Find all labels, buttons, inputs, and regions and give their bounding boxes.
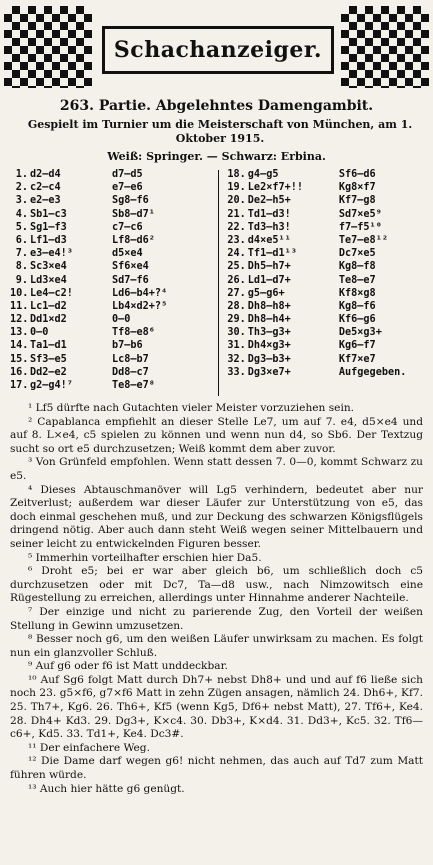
move-number: 20.: [227, 195, 246, 207]
move-row: [10, 208, 212, 221]
players-line: Weiß: Springer. — Schwarz: Erbina.: [107, 150, 326, 163]
move-number: 24.: [227, 248, 246, 260]
move-number: 14.: [10, 340, 29, 352]
move-number: 2.: [15, 182, 28, 194]
move-row: [226, 247, 428, 260]
white-move: g2—g4!⁷: [30, 380, 73, 391]
move-row: [226, 208, 428, 221]
annotation-note: ⁹ Auf g6 oder f6 ist Matt unddeckbar.: [28, 660, 228, 673]
white-move: Le2×f7+!!: [247, 182, 303, 194]
move-row: [226, 181, 428, 194]
move-row: [10, 353, 212, 366]
column-divider: [218, 170, 219, 396]
header: [0, 0, 433, 92]
annotation-note: ⁸ Besser noch g6, um den weißen Läufer unwirksam zu machen. Es folgt nun ein glanzvoller Schluß.: [10, 633, 423, 659]
move-row: [226, 234, 428, 247]
black-move: De5×g3+: [338, 327, 382, 339]
moves-column-right: [226, 168, 428, 379]
annotation-note: ² Capablanca empfiehlt an dieser Stelle Le7, um auf 7. e4, d5×e4 und auf 8. L×e4, c5 spielen zu können und wenn nun d4, so Sb6. Der Textzug sucht so ort e5 durchzusetzen; Weiß kommt dem aber zuvor.: [10, 415, 423, 455]
white-move: Lf1—d3: [30, 234, 67, 246]
move-row: [10, 366, 212, 379]
move-number: 16.: [10, 366, 29, 378]
black-move: Lf8—d6²: [112, 234, 155, 246]
black-move: d5×e4: [112, 248, 143, 260]
move-number: 15.: [10, 353, 29, 365]
white-move: Dd1×d2: [30, 314, 67, 326]
move-number: 30.: [227, 327, 246, 339]
white-move: Sf3—e5: [30, 353, 67, 365]
white-move: Ta1—d1: [30, 340, 67, 352]
black-move: d7—d5: [112, 169, 143, 180]
black-move: Ld6—b4+?⁴: [112, 287, 168, 299]
white-move: Dh4×g3+: [247, 340, 291, 352]
move-number: 31.: [227, 340, 246, 352]
page-title: Schachanzeiger.: [113, 37, 323, 63]
move-row: [226, 326, 428, 339]
white-move: g5—g6+: [247, 287, 285, 299]
annotation-note: ¹¹ Der einfachere Weg.: [28, 741, 150, 754]
move-number: 8.: [15, 261, 28, 273]
black-move: Te8—e7: [338, 274, 376, 286]
move-row: [226, 260, 428, 273]
move-number: 1.: [15, 169, 28, 180]
move-row: [226, 353, 428, 366]
black-move: e7—e6: [112, 182, 143, 194]
black-move: Lb4×d2+?⁵: [112, 300, 168, 312]
white-move: Sc3×e4: [30, 261, 67, 273]
game-subtitle: Gespielt im Turnier um die Meisterschaft von München, am 1. Oktober 1915.: [27, 118, 413, 145]
move-row: [226, 300, 428, 313]
black-move: Te7—e8¹²: [338, 234, 388, 246]
white-move: g4—g5: [247, 169, 279, 180]
annotation-note: ⁴ Dieses Abtauschmanöver will Lg5 verhindern, bedeutet aber nur Zeitverlust; außerdem war dieser Läufer zur Unterstützung von e5, das doch einmal geschehen muß, und zur Deckung des schwarzen Königsflügels dringend nötig. Aber auch dann steht Weiß wegen seiner Mittelbauern und seiner leicht zu entwickelnden Figuren besser.: [10, 483, 423, 550]
black-move: Kg8—f8: [338, 261, 376, 273]
checkerboard-ornament-left: [4, 6, 92, 88]
white-move: Sb1—c3: [30, 208, 67, 220]
move-row: [10, 260, 212, 273]
white-move: Dg3×e7+: [247, 366, 291, 378]
move-number: 11.: [10, 300, 29, 312]
move-number: 22.: [227, 221, 246, 233]
black-move: Sf6×e4: [112, 261, 149, 273]
title-box: [102, 26, 334, 74]
move-row: [10, 274, 212, 287]
black-move: Sd7—f6: [112, 274, 149, 286]
move-number: 32.: [227, 353, 246, 365]
white-move: Dh8—h4+: [247, 314, 291, 326]
move-number: 6.: [15, 234, 28, 246]
black-move: b7—b6: [112, 340, 143, 352]
black-move: Kf7×e7: [338, 353, 376, 365]
white-move: Dd2—e2: [30, 366, 67, 378]
white-move: 0—0: [30, 327, 49, 339]
move-row: [10, 168, 212, 181]
white-move: Dh5—h7+: [247, 261, 291, 273]
white-move: Tf1—d1¹³: [247, 248, 297, 260]
white-move: Td1—d3!: [247, 208, 291, 220]
move-row: [10, 221, 212, 234]
black-move: Kg8×f7: [338, 182, 376, 194]
move-row: [226, 221, 428, 234]
move-row: [10, 339, 212, 352]
annotation-note: ¹⁰ Auf Sg6 folgt Matt durch Dh7+ nebst Dh8+ und und auf f6 ließe sich noch 23. g5×f6, g7×f6 Matt in zehn Zügen ansagen, nämlich 24. Dh6+, Kf7. 25. Th7+, Kg6. 26. Th6+, Kf5 (wenn Kg5, Df6+ nebst Matt), 27. Tf6+, Ke4. 28. Dh4+ Kd3. 29. Dg3+, K×c4. 30. Db3+, K×d4. 31. Dd3+, Kc5. 32. Tf6—c6+, Kd5. 33. Td1+, Ke4. Dc3#.: [10, 673, 423, 741]
checkerboard-ornament-right: [341, 6, 429, 88]
move-number: 13.: [10, 327, 29, 339]
move-number: 17.: [10, 380, 29, 391]
black-move: Lc8—b7: [112, 353, 149, 365]
black-move: Dd8—c7: [112, 366, 149, 378]
white-move: Dg3—b3+: [247, 353, 291, 365]
annotation-note: ⁶ Droht e5; bei er war aber gleich b6, um schließlich doch c5 durchzusetzen oder mit Dc7, Ta—d8 usw., nach Nimzowitsch eine Rügestellung zu erreichen, allerdings unter Hinnahme anderer Nachteile.: [10, 565, 423, 605]
move-row: [226, 194, 428, 207]
black-move: Tf8—e8⁶: [112, 327, 155, 339]
annotation-note: ¹³ Auch hier hätte g6 genügt.: [28, 782, 185, 795]
white-move: Dh8—h8+: [247, 300, 291, 312]
move-row: [10, 313, 212, 326]
white-move: Td3—h3!: [247, 221, 291, 233]
move-number: 26.: [227, 274, 246, 286]
move-number: 28.: [227, 300, 246, 312]
move-row: [226, 366, 428, 379]
move-row: [226, 313, 428, 326]
black-move: Kg8—f6: [338, 300, 376, 312]
move-row: [10, 247, 212, 260]
move-row: [226, 274, 428, 287]
black-move: Kf7—g8: [338, 195, 376, 207]
white-move: d4×e5¹¹: [247, 234, 291, 246]
annotation-note: ¹ Lf5 dürfte nach Gutachten vieler Meister vorzuziehen sein.: [28, 402, 355, 414]
move-row: [10, 379, 212, 392]
annotation-note: ⁷ Der einzige und nicht zu parierende Zug, den Vorteil der weißen Stellung in Gewinn umzusetzen.: [10, 605, 423, 632]
move-number: 9.: [15, 274, 28, 286]
white-move: Le4—c2!: [30, 287, 73, 299]
black-move: Sf6—d6: [338, 169, 376, 180]
move-row: [226, 339, 428, 352]
move-number: 27.: [227, 287, 246, 299]
white-move: Lc1—d2: [30, 300, 67, 312]
move-number: 10.: [10, 287, 29, 299]
annotations: [10, 402, 423, 796]
moves-column-left: [10, 168, 212, 392]
move-number: 33.: [227, 366, 246, 378]
white-move: Sg1—f3: [30, 221, 67, 233]
move-row: [10, 300, 212, 313]
white-move: De2—h5+: [247, 195, 291, 207]
move-row: [10, 287, 212, 300]
black-move: 0—0: [112, 314, 131, 326]
white-move: c2—c4: [30, 182, 61, 194]
black-move: Sd7×e5⁹: [338, 208, 382, 220]
black-move: Te8—e7⁸: [112, 380, 155, 391]
move-row: [10, 181, 212, 194]
move-number: 4.: [15, 208, 28, 220]
annotation-note: ⁵ Immerhin vorteilhafter erschien hier Da5.: [28, 551, 262, 564]
white-move: e3—e4!³: [30, 248, 73, 260]
move-number: 18.: [227, 169, 246, 180]
white-move: e2—e3: [30, 195, 61, 207]
move-number: 12.: [10, 314, 29, 326]
black-move: f7—f5¹⁰: [338, 221, 382, 233]
black-move: Aufgegeben.: [338, 366, 407, 378]
move-number: 29.: [227, 314, 246, 326]
annotation-note: ³ Von Grünfeld empfohlen. Wenn statt dessen 7. 0—0, kommt Schwarz zu e5.: [10, 456, 423, 482]
black-move: Kf6—g6: [338, 314, 376, 326]
annotation-note: ¹² Die Dame darf wegen g6! nicht nehmen, das auch auf Td7 zum Matt führen würde.: [10, 755, 423, 782]
black-move: Kf8×g8: [338, 287, 376, 299]
white-move: Ld1—d7+: [247, 274, 291, 286]
move-row: [10, 194, 212, 207]
black-move: Dc7×e5: [338, 248, 376, 260]
moves-table: [10, 168, 428, 400]
black-move: Kg6—f7: [338, 340, 376, 352]
move-number: 23.: [227, 234, 246, 246]
black-move: c7—c6: [112, 221, 143, 233]
move-number: 3.: [15, 195, 28, 207]
black-move: Sg8—f6: [112, 195, 149, 207]
move-row: [10, 326, 212, 339]
move-row: [226, 168, 428, 181]
move-number: 19.: [227, 182, 246, 194]
black-move: Sb8—d7¹: [112, 208, 155, 220]
move-row: [226, 287, 428, 300]
move-number: 5.: [15, 221, 28, 233]
white-move: Th3—g3+: [247, 327, 291, 339]
white-move: d2—d4: [30, 169, 61, 180]
white-move: Ld3×e4: [30, 274, 67, 286]
move-number: 21.: [227, 208, 246, 220]
move-row: [10, 234, 212, 247]
move-number: 7.: [15, 248, 28, 260]
move-number: 25.: [227, 261, 246, 273]
game-title: 263. Partie. Abgelehntes Damengambit.: [59, 98, 374, 114]
